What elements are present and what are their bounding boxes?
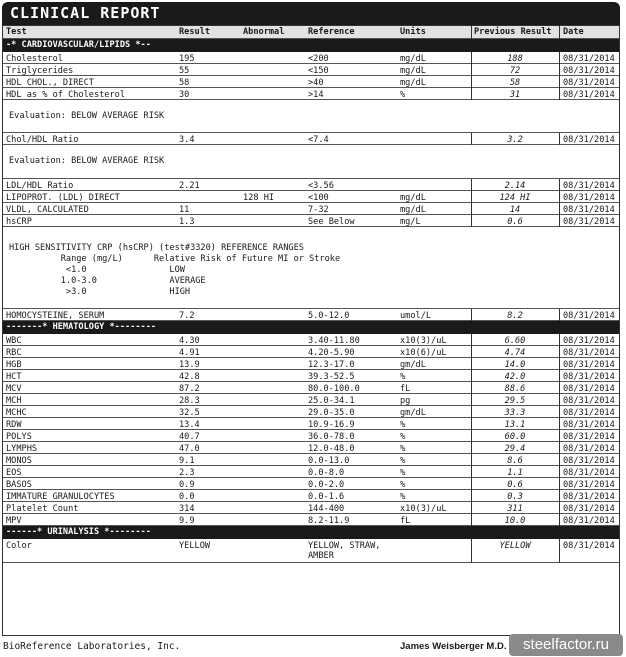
- cell-units: mg/dL: [400, 78, 426, 88]
- cell-date: 08/31/2014: [563, 360, 615, 370]
- cell-test: LIPOPROT. (LDL) DIRECT: [6, 193, 120, 203]
- previous-column-divider: [471, 309, 472, 321]
- cell-result: YELLOW: [179, 541, 211, 551]
- header-date: Date: [563, 27, 584, 37]
- cell-result: 42.8: [179, 372, 200, 382]
- results-table: [2, 25, 620, 636]
- table-row: [3, 179, 619, 191]
- cell-reference: 144-400: [308, 504, 345, 514]
- previous-column-divider: [471, 88, 472, 100]
- cell-result: 40.7: [179, 432, 200, 442]
- previous-column-divider: [471, 430, 472, 442]
- previous-column-divider: [471, 406, 472, 418]
- cell-test: Cholesterol: [6, 54, 63, 64]
- cell-test: EOS: [6, 468, 22, 478]
- cell-units: umol/L: [400, 311, 432, 321]
- section-cardiovascular: [3, 39, 619, 52]
- cell-date: 08/31/2014: [563, 135, 615, 145]
- cell-units: mg/L: [400, 217, 421, 227]
- cell-test: HOMOCYSTEINE, SERUM: [6, 311, 105, 321]
- previous-column-divider: [559, 454, 560, 466]
- cell-test: Chol/HDL Ratio: [6, 135, 79, 145]
- cell-reference: YELLOW, STRAW, AMBER: [308, 541, 381, 561]
- cell-result: 11: [179, 205, 190, 215]
- cell-previous: 1.1: [507, 468, 523, 478]
- cell-previous: 29.4: [504, 444, 526, 454]
- previous-column-divider: [559, 64, 560, 76]
- cell-units: fL: [400, 384, 411, 394]
- previous-column-divider: [471, 539, 472, 563]
- cell-result: 7.2: [179, 311, 195, 321]
- header-reference: Reference: [308, 27, 355, 37]
- header-units: Units: [400, 27, 426, 37]
- previous-column-divider: [471, 418, 472, 430]
- cell-test: Platelet Count: [6, 504, 79, 514]
- cell-test: MCH: [6, 396, 22, 406]
- cell-date: 08/31/2014: [563, 456, 615, 466]
- note-text: HIGH SENSITIVITY CRP (hsCRP) (test#3320) REFERENCE RANGES Range (mg/L) Relative Risk of Future MI or Stroke <1.0 LOW 1.0-3.0 AVERAGE >3.0 HIGH: [9, 243, 341, 297]
- previous-column-divider: [471, 203, 472, 215]
- cell-previous: 14: [509, 205, 521, 215]
- cell-units: x10(3)/uL: [400, 336, 447, 346]
- previous-column-divider: [471, 346, 472, 358]
- cell-result: 55: [179, 66, 190, 76]
- previous-column-divider: [471, 64, 472, 76]
- table-row: [3, 490, 619, 502]
- section-cardiovascular-label: -* CARDIOVASCULAR/LIPIDS *--: [6, 40, 151, 50]
- cell-reference: 29.0-35.0: [308, 408, 355, 418]
- cell-date: 08/31/2014: [563, 181, 615, 191]
- cell-date: 08/31/2014: [563, 384, 615, 394]
- cell-abnormal: 128 HI: [243, 193, 275, 203]
- cell-units: gm/dL: [400, 360, 426, 370]
- cell-reference: 7-32: [308, 205, 329, 215]
- previous-column-divider: [559, 394, 560, 406]
- cell-result: 4.91: [179, 348, 200, 358]
- previous-column-divider: [471, 334, 472, 346]
- cell-test: RBC: [6, 348, 22, 358]
- cell-previous: 188: [507, 54, 523, 64]
- cell-result: 2.3: [179, 468, 195, 478]
- cell-result: 2.21: [179, 181, 200, 191]
- cell-units: x10(6)/uL: [400, 348, 447, 358]
- previous-column-divider: [559, 334, 560, 346]
- section-urinalysis: [3, 526, 619, 539]
- cell-test: LYMPHS: [6, 444, 38, 454]
- previous-column-divider: [559, 382, 560, 394]
- cell-test: IMMATURE GRANULOCYTES: [6, 492, 115, 502]
- report-title: CLINICAL REPORT: [10, 4, 161, 22]
- cell-test: POLYS: [6, 432, 32, 442]
- cell-date: 08/31/2014: [563, 311, 615, 321]
- cell-reference: 12.3-17.0: [308, 360, 355, 370]
- table-row: [3, 442, 619, 454]
- note-text: Evaluation: BELOW AVERAGE RISK: [9, 156, 165, 166]
- cell-test: HCT: [6, 372, 22, 382]
- table-row: [3, 466, 619, 478]
- cell-previous: YELLOW: [499, 541, 531, 551]
- cell-units: %: [400, 492, 406, 502]
- cell-reference: 3.40-11.80: [308, 336, 360, 346]
- cell-previous: 14.0: [504, 360, 526, 370]
- cell-test: HDL CHOL., DIRECT: [6, 78, 94, 88]
- previous-column-divider: [471, 514, 472, 526]
- cell-reference: 10.9-16.9: [308, 420, 355, 430]
- cell-previous: 3.2: [507, 135, 523, 145]
- table-row: [3, 64, 619, 76]
- evaluation-note: [3, 100, 619, 133]
- cell-date: 08/31/2014: [563, 54, 615, 64]
- table-row: [3, 358, 619, 370]
- cell-reference: <150: [308, 66, 329, 76]
- previous-column-divider: [559, 514, 560, 526]
- previous-column-divider: [559, 370, 560, 382]
- table-row: [3, 478, 619, 490]
- previous-column-divider: [471, 454, 472, 466]
- cell-result: 32.5: [179, 408, 200, 418]
- previous-column-divider: [471, 466, 472, 478]
- previous-column-divider: [559, 133, 560, 145]
- section-hematology-label: -------* HEMATOLOGY *--------: [6, 322, 157, 332]
- cell-units: %: [400, 468, 406, 478]
- previous-column-divider: [559, 406, 560, 418]
- cell-test: RDW: [6, 420, 22, 430]
- table-header-row: [3, 26, 619, 39]
- cell-reference: 4.20-5.90: [308, 348, 355, 358]
- cell-previous: 8.6: [507, 456, 523, 466]
- previous-column-divider: [559, 309, 560, 321]
- cell-units: %: [400, 432, 406, 442]
- cell-result: 3.4: [179, 135, 195, 145]
- cell-result: 28.3: [179, 396, 200, 406]
- cell-previous: 4.74: [504, 348, 526, 358]
- report-title-bar: [2, 2, 620, 25]
- table-row: [3, 382, 619, 394]
- previous-column-divider: [471, 442, 472, 454]
- cell-units: fL: [400, 516, 411, 526]
- previous-column-divider: [559, 442, 560, 454]
- cell-date: 08/31/2014: [563, 541, 615, 551]
- table-row: [3, 454, 619, 466]
- cell-reference: 0.0-2.0: [308, 480, 345, 490]
- cell-units: %: [400, 90, 406, 100]
- previous-column-divider: [471, 215, 472, 227]
- previous-column-divider: [559, 191, 560, 203]
- cell-test: MONOS: [6, 456, 32, 466]
- cell-previous: 8.2: [507, 311, 523, 321]
- table-row: [3, 406, 619, 418]
- evaluation-note: [3, 227, 619, 309]
- cell-test: VLDL, CALCULATED: [6, 205, 89, 215]
- cell-test: Triglycerides: [6, 66, 74, 76]
- cell-reference: 0.0-1.6: [308, 492, 345, 502]
- cell-reference: 80.0-100.0: [308, 384, 360, 394]
- previous-column-divider: [471, 394, 472, 406]
- cell-previous: 88.6: [504, 384, 526, 394]
- cell-units: %: [400, 456, 406, 466]
- cell-test: Color: [6, 541, 32, 551]
- cell-result: 195: [179, 54, 195, 64]
- table-row: [3, 370, 619, 382]
- previous-column-divider: [471, 370, 472, 382]
- cell-reference: 12.0-48.0: [308, 444, 355, 454]
- cell-date: 08/31/2014: [563, 193, 615, 203]
- table-row: [3, 203, 619, 215]
- previous-column-divider: [559, 52, 560, 64]
- cell-previous: 0.6: [507, 480, 523, 490]
- table-row: [3, 52, 619, 64]
- previous-column-divider: [559, 76, 560, 88]
- cell-previous: 2.14: [504, 181, 526, 191]
- previous-column-divider: [471, 358, 472, 370]
- cell-previous: 13.1: [504, 420, 526, 430]
- previous-column-divider: [471, 52, 472, 64]
- cell-previous: 58: [509, 78, 521, 88]
- cell-date: 08/31/2014: [563, 468, 615, 478]
- table-row: [3, 191, 619, 203]
- previous-column-divider: [471, 179, 472, 191]
- cell-date: 08/31/2014: [563, 348, 615, 358]
- cell-result: 0.9: [179, 480, 195, 490]
- previous-column-divider: [559, 478, 560, 490]
- previous-column-divider: [471, 191, 472, 203]
- table-row: [3, 418, 619, 430]
- cell-units: %: [400, 444, 406, 454]
- cell-result: 9.9: [179, 516, 195, 526]
- previous-column-divider: [559, 539, 560, 563]
- cell-reference: <100: [308, 193, 329, 203]
- table-row: [3, 76, 619, 88]
- cell-result: 30: [179, 90, 190, 100]
- previous-column-divider: [471, 26, 472, 39]
- table-row: [3, 334, 619, 346]
- cell-date: 08/31/2014: [563, 205, 615, 215]
- cell-test: MCV: [6, 384, 22, 394]
- cell-date: 08/31/2014: [563, 408, 615, 418]
- table-row: [3, 394, 619, 406]
- previous-column-divider: [559, 430, 560, 442]
- cell-test: LDL/HDL Ratio: [6, 181, 74, 191]
- cell-previous: 33.3: [504, 408, 526, 418]
- previous-column-divider: [559, 203, 560, 215]
- cell-previous: 10.0: [504, 516, 526, 526]
- cell-reference: >40: [308, 78, 324, 88]
- cell-units: pg: [400, 396, 411, 406]
- table-row: [3, 88, 619, 100]
- doctor-name: James Weisberger M.D.: [400, 641, 507, 652]
- cell-reference: 5.0-12.0: [308, 311, 350, 321]
- cell-previous: 311: [507, 504, 523, 514]
- cell-units: %: [400, 372, 406, 382]
- section-urinalysis-label: ------* URINALYSIS *--------: [6, 527, 151, 537]
- cell-result: 4.30: [179, 336, 200, 346]
- table-row: [3, 539, 619, 563]
- previous-column-divider: [471, 502, 472, 514]
- cell-result: 1.3: [179, 217, 195, 227]
- cell-reference: See Below: [308, 217, 355, 227]
- table-row: [3, 514, 619, 526]
- cell-date: 08/31/2014: [563, 444, 615, 454]
- cell-previous: 29.5: [504, 396, 526, 406]
- previous-column-divider: [559, 346, 560, 358]
- previous-column-divider: [559, 179, 560, 191]
- table-row: [3, 133, 619, 145]
- previous-column-divider: [559, 215, 560, 227]
- cell-result: 9.1: [179, 456, 195, 466]
- cell-date: 08/31/2014: [563, 504, 615, 514]
- cell-result: 314: [179, 504, 195, 514]
- cell-test: HGB: [6, 360, 22, 370]
- section-hematology: [3, 321, 619, 334]
- cell-test: BASOS: [6, 480, 32, 490]
- previous-column-divider: [559, 490, 560, 502]
- previous-column-divider: [559, 418, 560, 430]
- cell-test: hsCRP: [6, 217, 32, 227]
- cell-reference: 25.0-34.1: [308, 396, 355, 406]
- previous-column-divider: [559, 358, 560, 370]
- cell-units: gm/dL: [400, 408, 426, 418]
- cell-reference: 0.0-8.0: [308, 468, 345, 478]
- cell-units: mg/dL: [400, 193, 426, 203]
- table-row: [3, 215, 619, 227]
- cell-previous: 6.60: [504, 336, 526, 346]
- cell-date: 08/31/2014: [563, 492, 615, 502]
- cell-previous: 0.3: [507, 492, 523, 502]
- note-text: Evaluation: BELOW AVERAGE RISK: [9, 111, 165, 121]
- cell-date: 08/31/2014: [563, 372, 615, 382]
- cell-units: mg/dL: [400, 54, 426, 64]
- previous-column-divider: [471, 382, 472, 394]
- cell-result: 58: [179, 78, 190, 88]
- cell-test: MPV: [6, 516, 22, 526]
- cell-result: 87.2: [179, 384, 200, 394]
- cell-previous: 0.6: [507, 217, 523, 227]
- cell-previous: 60.0: [504, 432, 526, 442]
- cell-reference: <3.56: [308, 181, 334, 191]
- previous-column-divider: [559, 502, 560, 514]
- cell-result: 13.4: [179, 420, 200, 430]
- cell-date: 08/31/2014: [563, 217, 615, 227]
- previous-column-divider: [471, 76, 472, 88]
- header-result: Result: [179, 27, 211, 37]
- watermark-logo: steelfactor.ru: [509, 634, 623, 656]
- cell-units: %: [400, 480, 406, 490]
- previous-column-divider: [559, 88, 560, 100]
- cell-previous: 42.0: [504, 372, 526, 382]
- previous-column-divider: [471, 133, 472, 145]
- cell-previous: 124 HI: [499, 193, 531, 203]
- cell-units: %: [400, 420, 406, 430]
- cell-units: mg/dL: [400, 66, 426, 76]
- cell-result: 47.0: [179, 444, 200, 454]
- cell-reference: 36.0-78.0: [308, 432, 355, 442]
- lab-name: BioReference Laboratories, Inc.: [3, 641, 181, 652]
- cell-date: 08/31/2014: [563, 90, 615, 100]
- cell-units: mg/dL: [400, 205, 426, 215]
- cell-date: 08/31/2014: [563, 336, 615, 346]
- cell-date: 08/31/2014: [563, 396, 615, 406]
- cell-reference: 8.2-11.9: [308, 516, 350, 526]
- table-row: [3, 502, 619, 514]
- previous-column-divider: [471, 478, 472, 490]
- header-abnormal: Abnormal: [243, 27, 285, 37]
- cell-date: 08/31/2014: [563, 78, 615, 88]
- cell-test: WBC: [6, 336, 22, 346]
- header-test: Test: [6, 27, 27, 37]
- cell-reference: 0.0-13.0: [308, 456, 350, 466]
- cell-date: 08/31/2014: [563, 66, 615, 76]
- cell-reference: <200: [308, 54, 329, 64]
- table-row: [3, 309, 619, 321]
- table-row: [3, 346, 619, 358]
- evaluation-note: [3, 145, 619, 179]
- previous-column-divider: [559, 26, 560, 39]
- cell-test: HDL as % of Cholesterol: [6, 90, 125, 100]
- cell-units: x10(3)/uL: [400, 504, 447, 514]
- header-previous-result: Previous Result: [474, 27, 552, 37]
- cell-reference: <7.4: [308, 135, 329, 145]
- cell-date: 08/31/2014: [563, 480, 615, 490]
- cell-result: 0.0: [179, 492, 195, 502]
- cell-test: MCHC: [6, 408, 27, 418]
- cell-previous: 72: [509, 66, 521, 76]
- cell-date: 08/31/2014: [563, 432, 615, 442]
- cell-previous: 31: [509, 90, 521, 100]
- cell-reference: >14: [308, 90, 324, 100]
- previous-column-divider: [471, 490, 472, 502]
- cell-date: 08/31/2014: [563, 516, 615, 526]
- cell-result: 13.9: [179, 360, 200, 370]
- previous-column-divider: [559, 466, 560, 478]
- cell-date: 08/31/2014: [563, 420, 615, 430]
- table-row: [3, 430, 619, 442]
- cell-reference: 39.3-52.5: [308, 372, 355, 382]
